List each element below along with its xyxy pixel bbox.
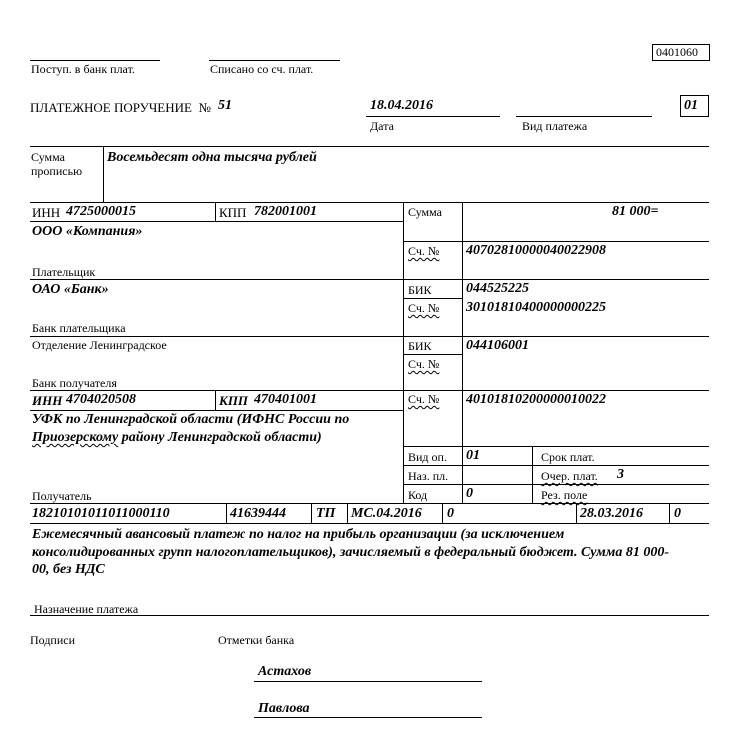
recipient-kpp: 470401001 xyxy=(254,392,317,407)
order-date: 18.04.2016 xyxy=(370,98,433,113)
grid-line xyxy=(311,503,312,523)
grid-line xyxy=(403,354,462,355)
page-title: ПЛАТЕЖНОЕ ПОРУЧЕНИЕ № xyxy=(30,100,211,115)
recipient-account: 40101810200000010022 xyxy=(466,392,606,407)
recipient-name-line2 xyxy=(32,430,322,446)
grid-line xyxy=(403,202,404,503)
form-code: 0401060 xyxy=(656,45,698,59)
grid-line xyxy=(30,390,709,391)
grid-line xyxy=(215,202,216,221)
reserve-label: Рез. поле xyxy=(541,488,588,502)
payer-account-label: Сч. № xyxy=(408,244,440,258)
recipient-bank-label: Банк получателя xyxy=(32,376,117,390)
grid-line xyxy=(30,503,709,504)
signer-1: Астахов xyxy=(258,664,312,679)
recipient-inn-label: ИНН xyxy=(32,393,63,408)
payment-type-label: Вид платежа xyxy=(522,119,588,133)
deadline-label: Срок плат. xyxy=(541,450,595,464)
order-number: 51 xyxy=(218,98,232,113)
received-label: Поступ. в банк плат. xyxy=(31,62,135,76)
grid-line xyxy=(403,465,709,466)
recipient-label: Получатель xyxy=(32,489,92,503)
payer-name: ООО «Компания» xyxy=(32,224,143,239)
order-value: 3 xyxy=(617,467,624,482)
code-label: Код xyxy=(408,488,428,502)
purpose-text: Ежемесячный авансовый платеж по налог на прибыль организации (за исключением консолидированных групп налогоплательщиков), зачисляемый в федеральный бюджет. Сумма 81 000-00, без НДС xyxy=(32,527,669,577)
grid-line xyxy=(30,523,709,524)
recipient-name-line1: УФК по Ленинградской области (ИФНС России по xyxy=(32,412,350,427)
payer-kpp-label: КПП xyxy=(219,205,247,220)
grid-line xyxy=(403,446,709,447)
signature-line-1 xyxy=(254,681,482,682)
doc-number-value: 0 xyxy=(447,506,454,521)
amount-label: Сумма xyxy=(408,205,442,219)
purpose-label: Назначение платежа xyxy=(34,602,139,616)
grid-line xyxy=(532,446,533,503)
recipient-account-label: Сч. № xyxy=(408,392,440,406)
payer-inn: 4725000015 xyxy=(66,204,136,219)
grid-line xyxy=(442,503,443,523)
recipient-name-rest: району Ленинградской области) xyxy=(118,430,322,445)
payer-bank-account-label: Сч. № xyxy=(408,301,440,315)
bank-marks-label: Отметки банка xyxy=(218,633,295,647)
grid-line xyxy=(403,484,709,485)
grid-line xyxy=(403,241,709,242)
payment-type-line xyxy=(516,116,652,117)
grid-line xyxy=(669,503,670,523)
doc-date-value: 28.03.2016 xyxy=(580,506,643,521)
amount-words-label-2: прописью xyxy=(31,164,83,178)
recipient-inn: 4704020508 xyxy=(66,392,136,407)
date-label: Дата xyxy=(370,119,394,133)
recipient-name-district: Приозерскому xyxy=(32,430,119,445)
grid-line xyxy=(576,503,577,523)
grid-line xyxy=(30,221,403,222)
received-line xyxy=(30,60,160,61)
operation-type-label: Вид оп. xyxy=(408,450,447,464)
order-label: Очер. плат. xyxy=(541,469,598,483)
grid-line xyxy=(462,202,463,503)
amount-words-label-1: Сумма xyxy=(31,150,65,164)
amount-words-top-line xyxy=(30,146,709,147)
payer-bank-label: Банк плательщика xyxy=(32,321,126,335)
debited-label: Списано со сч. плат. xyxy=(210,62,314,76)
date-line xyxy=(366,116,500,117)
signatures-label: Подписи xyxy=(30,633,76,647)
payer-bank-bik-label: БИК xyxy=(408,283,432,297)
grid-line xyxy=(347,503,348,523)
grid-line xyxy=(30,410,403,411)
payer-label: Плательщик xyxy=(32,265,96,279)
recipient-bank-name: Отделение Ленинградское xyxy=(32,338,167,352)
payer-inn-label: ИНН xyxy=(32,205,61,220)
kbk-value: 18210101011011000110 xyxy=(32,506,170,521)
status-code: 01 xyxy=(684,98,698,113)
amount-words-value: Восемьдесят одна тысяча рублей xyxy=(107,150,317,165)
purpose-code-label: Наз. пл. xyxy=(408,469,449,483)
signer-2: Павлова xyxy=(258,701,310,716)
grid-line xyxy=(30,202,709,203)
grid-line xyxy=(30,279,709,280)
payer-bank-name: ОАО «Банк» xyxy=(32,282,109,297)
grid-line xyxy=(226,503,227,523)
amount-value: 81 000= xyxy=(612,204,659,219)
operation-type-value: 01 xyxy=(466,448,480,463)
period-value: МС.04.2016 xyxy=(351,506,422,521)
basis-value: ТП xyxy=(316,506,336,521)
code-value: 0 xyxy=(466,486,473,501)
recipient-kpp-label: КПП xyxy=(219,393,249,408)
oktmo-value: 41639444 xyxy=(230,506,286,521)
signature-line-2 xyxy=(254,717,482,718)
payer-bank-bik: 044525225 xyxy=(466,281,529,296)
recipient-bank-bik: 044106001 xyxy=(466,338,529,353)
grid-line xyxy=(215,390,216,410)
grid-line xyxy=(403,298,462,299)
tax-payment-type-value: 0 xyxy=(674,506,681,521)
amount-words-divider xyxy=(103,146,104,202)
recipient-bank-account-label: Сч. № xyxy=(408,357,440,371)
payer-bank-account: 30101810400000000225 xyxy=(466,300,606,315)
debited-line xyxy=(209,60,340,61)
recipient-bank-bik-label: БИК xyxy=(408,339,432,353)
grid-line xyxy=(30,336,709,337)
payer-kpp: 782001001 xyxy=(254,204,317,219)
payer-account: 40702810000040022908 xyxy=(466,243,606,258)
